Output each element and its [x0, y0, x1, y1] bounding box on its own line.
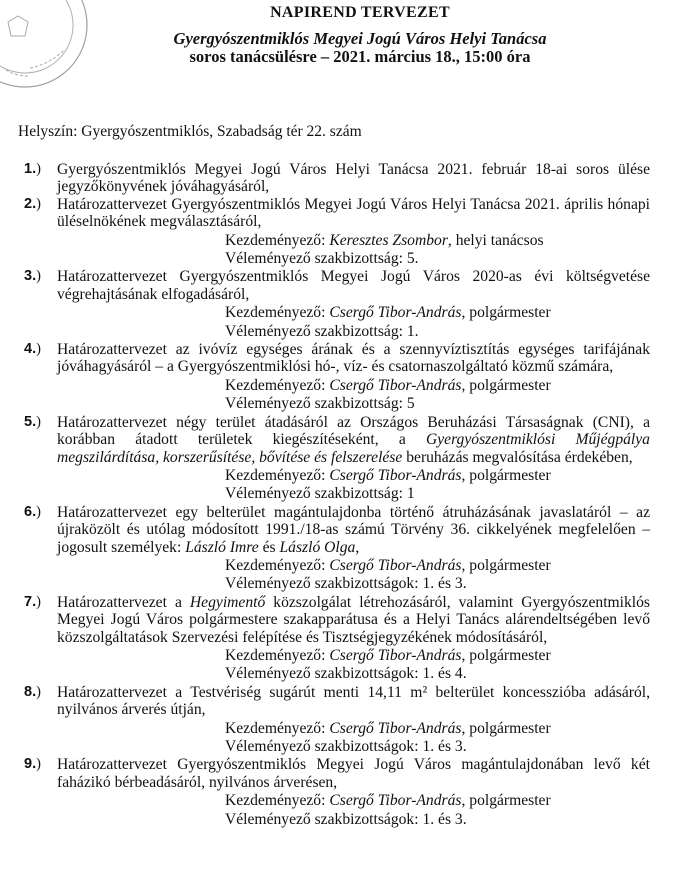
agenda-item-text — [57, 268, 650, 303]
initiator-name: Csergő Tibor-András — [329, 304, 462, 322]
initiator — [225, 792, 650, 809]
item-number-text: 9. — [24, 756, 37, 773]
agenda-item-number — [24, 268, 57, 341]
agenda-item-number — [24, 196, 57, 269]
agenda-item — [24, 756, 650, 829]
reviewing-committee: Véleményező szakbizottságok: 1. és 3. — [225, 738, 467, 755]
item-number-paren: ) — [36, 593, 41, 610]
agenda-item-meta — [57, 557, 650, 593]
text-segment: és — [258, 538, 280, 556]
reviewing-committee: Véleményező szakbizottságok: 1. és 4. — [225, 665, 467, 683]
item-number-paren: ) — [36, 268, 41, 285]
agenda-item-number — [24, 504, 57, 594]
agenda-item-number — [24, 161, 57, 196]
venue: Helyszín: Gyergyószentmiklós, Szabadság tér 22. szám — [18, 123, 362, 140]
agenda-item-text — [57, 684, 650, 719]
initiator — [225, 557, 650, 574]
agenda-item — [24, 196, 650, 269]
initiator-role: , polgármester — [461, 466, 551, 484]
item-number-paren: ) — [36, 503, 41, 520]
agenda-item-text — [57, 414, 650, 466]
item-number-text: 2. — [24, 195, 37, 212]
initiator-label: Kezdeményező: — [225, 304, 330, 322]
item-number-text: 5. — [24, 413, 37, 430]
agenda-item-number — [24, 414, 57, 504]
agenda-item-meta — [57, 467, 650, 503]
agenda-item-number — [24, 341, 57, 414]
initiator-role: , polgármester — [461, 792, 551, 810]
item-number-paren: ) — [36, 341, 41, 358]
item-number-paren: ) — [36, 683, 41, 700]
text-segment: Határozattervezet Gyergyószentmiklós Megyei Jogú Város 2020-as évi költségvetése végrehajtásának elfogadásáról, — [57, 268, 650, 303]
item-number-paren: ) — [36, 195, 41, 212]
text-segment: , — [355, 538, 360, 556]
initiator — [225, 720, 650, 737]
item-number-text: 8. — [24, 683, 37, 700]
italic-text-segment: László Imre — [185, 538, 259, 556]
reviewing-committee: Véleményező szakbizottságok: 1. és 3. — [225, 810, 467, 828]
initiator-name: Csergő Tibor-András — [329, 719, 462, 737]
agenda-item-meta — [57, 720, 650, 756]
initiator — [225, 467, 650, 484]
italic-text-segment: László Olga — [279, 538, 356, 556]
agenda-item-text — [57, 161, 650, 196]
agenda-item-meta — [57, 377, 650, 413]
item-number-paren: ) — [36, 413, 41, 430]
agenda-item-number — [24, 756, 57, 829]
initiator-label: Kezdeményező: — [225, 231, 330, 249]
agenda-item-meta — [57, 647, 650, 683]
initiator-role: , polgármester — [461, 376, 551, 394]
initiator — [225, 232, 650, 249]
initiator-name: Csergő Tibor-András — [329, 556, 462, 574]
item-number-text: 7. — [24, 593, 37, 610]
agenda-item-text — [57, 756, 650, 791]
text-segment: Határozattervezet a — [57, 593, 190, 611]
initiator-role: , polgármester — [461, 646, 551, 664]
agenda-item-number — [24, 684, 57, 757]
session-date: soros tanácsülésre – 2021. március 18., 15:00 óra — [189, 47, 531, 66]
agenda-list — [24, 161, 650, 829]
text-segment: Határozattervezet négy terület átadásáról az Országos Beruházási Társaságnak (CNI), a korábban átadott területek kiegészítéseként, a — [57, 413, 650, 449]
italic-text-segment: Hegyimentő — [189, 593, 266, 611]
reviewing-committee: Véleményező szakbizottság: 5. — [225, 250, 419, 268]
item-number-paren: ) — [36, 161, 41, 177]
initiator-role: , helyi tanácsos — [447, 231, 544, 249]
agenda-item — [24, 268, 650, 341]
initiator-name: Csergő Tibor-András — [329, 376, 462, 394]
item-number-text: 6. — [24, 503, 37, 520]
council-name: Gyergyószentmiklós Megyei Jogú Város Helyi Tanácsa — [173, 29, 547, 48]
agenda-item-text — [57, 341, 650, 376]
initiator-name: Csergő Tibor-András — [329, 792, 462, 810]
item-number-text: 4. — [24, 341, 37, 358]
italic-text-segment: Gyergyószentmiklósi Műjégpálya megszilárdítása, korszerűsítése, bővítése és felszerelése — [57, 431, 650, 466]
agenda-item-meta — [57, 792, 650, 828]
reviewing-committee: Véleményező szakbizottság: 1 — [225, 485, 415, 503]
initiator — [225, 304, 650, 321]
agenda-item-text — [57, 504, 650, 556]
reviewing-committee: Véleményező szakbizottság: 5 — [225, 395, 415, 413]
agenda-item-meta — [57, 304, 650, 340]
initiator-role: , polgármester — [461, 556, 551, 574]
document-title: NAPIREND TERVEZET — [270, 4, 450, 21]
item-number-paren: ) — [36, 756, 41, 773]
initiator-label: Kezdeményező: — [225, 646, 330, 664]
initiator-name: Keresztes Zsombor — [329, 231, 448, 249]
reviewing-committee: Véleményező szakbizottságok: 1. és 3. — [225, 575, 467, 593]
initiator-role: , polgármester — [461, 304, 551, 322]
text-segment: Határozattervezet egy belterület magántulajdonba történő átruházásának javaslatáról – az újraközölt és utólag módosított 1991./18-as számú Törvény 36. cikkelyének megfelelően – jogosult személyek: — [57, 503, 650, 556]
text-segment: Határozattervezet a Testvériség sugárút menti 14,11 m² belterület koncesszióba adásáról, nyilvános árverés útján, — [57, 683, 650, 719]
agenda-item-text — [57, 594, 650, 646]
initiator-label: Kezdeményező: — [225, 556, 330, 574]
text-segment: Határozattervezet az ivóvíz egységes árának és a szennyvíztisztítás egységes tarifájának jóváhagyásáról – a Gyergyószentmiklósi hó-, víz- és csatornaszolgáltató közmű számára, — [57, 341, 650, 376]
item-number-text: 1. — [24, 161, 37, 177]
agenda-item — [24, 414, 650, 504]
initiator-label: Kezdeményező: — [225, 376, 330, 394]
agenda-item-text — [57, 196, 650, 231]
text-segment: közszolgálat létrehozásáról, valamint Gyergyószentmiklós Megyei Jogú Város polgármestere szakapparátusa és a Helyi Tanács alárendeltségében levő közszolgáltatások Szervezési felépítése és Tisztségjegyzékének módosításáról, — [57, 593, 650, 646]
agenda-item-meta — [57, 232, 650, 268]
reviewing-committee: Véleményező szakbizottság: 1. — [225, 322, 419, 340]
initiator — [225, 377, 650, 394]
initiator-label: Kezdeményező: — [225, 719, 330, 737]
initiator-name: Csergő Tibor-András — [329, 466, 462, 484]
initiator-name: Csergő Tibor-András — [329, 646, 462, 664]
text-segment: beruházás megvalósítása érdekében, — [402, 448, 633, 466]
agenda-item — [24, 684, 650, 757]
text-segment: Határozattervezet Gyergyószentmiklós Megyei Jogú Város magántulajdonában levő két faházikó bérbeadásáról, nyilvános árverésen, — [57, 756, 650, 791]
agenda-item — [24, 594, 650, 684]
agenda-item — [24, 504, 650, 594]
initiator-label: Kezdeményező: — [225, 792, 330, 810]
agenda-item — [24, 341, 650, 414]
text-segment: Gyergyószentmiklós Megyei Jogú Város Helyi Tanácsa 2021. február 18-ai soros ülése jegyzőkönyvének jóváhagyásáról, — [57, 161, 650, 196]
text-segment: Határozattervezet Gyergyószentmiklós Megyei Jogú Város Helyi Tanácsa 2021. április hónapi üléselnökének megválasztásáról, — [57, 195, 650, 231]
initiator-role: , polgármester — [461, 719, 551, 737]
item-number-text: 3. — [24, 268, 37, 285]
initiator — [225, 647, 650, 664]
agenda-item-number — [24, 594, 57, 684]
initiator-label: Kezdeményező: — [225, 466, 330, 484]
agenda-item — [24, 161, 650, 196]
